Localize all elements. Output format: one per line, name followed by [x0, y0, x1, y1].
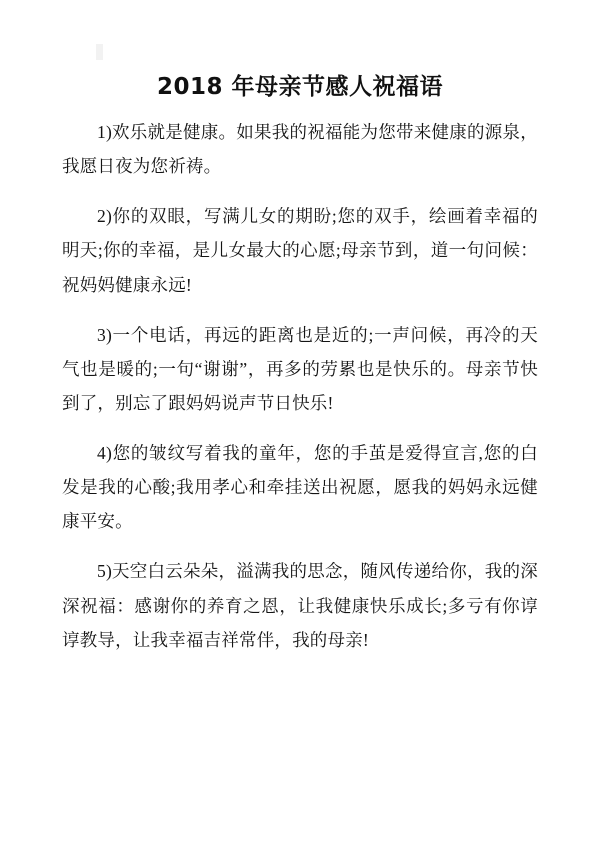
paragraph-3: 3)一个电话，再远的距离也是近的;一声问候，再冷的天气也是暖的;一句“谢谢”，再多的劳累也是快乐的。母亲节快到了，别忘了跟妈妈说声节日快乐!: [62, 324, 538, 413]
page-title: 2018 年母亲节感人祝福语: [156, 74, 444, 100]
paragraph-1: 1)欢乐就是健康。如果我的祝福能为您带来健康的源泉，我愿日夜为您祈祷。: [62, 122, 538, 177]
paragraph-2: 2)你的双眼，写满儿女的期盼;您的双手，绘画着幸福的明天;你的幸福，是儿女最大的心愿;母亲节到，道一句问候：祝妈妈健康永远!: [62, 206, 538, 295]
page-margin-mark: [96, 44, 103, 60]
paragraph-5: 5)天空白云朵朵，溢满我的思念，随风传递给你，我的深深祝福：感谢你的养育之恩，让我健康快乐成长;多亏有你谆谆教导，让我幸福吉祥常伴，我的母亲!: [62, 561, 538, 650]
paragraph-4: 4)您的皱纹写着我的童年，您的手茧是爱得宣言,您的白发是我的心酸;我用孝心和牵挂送出祝愿，愿我的妈妈永远健康平安。: [62, 443, 538, 532]
